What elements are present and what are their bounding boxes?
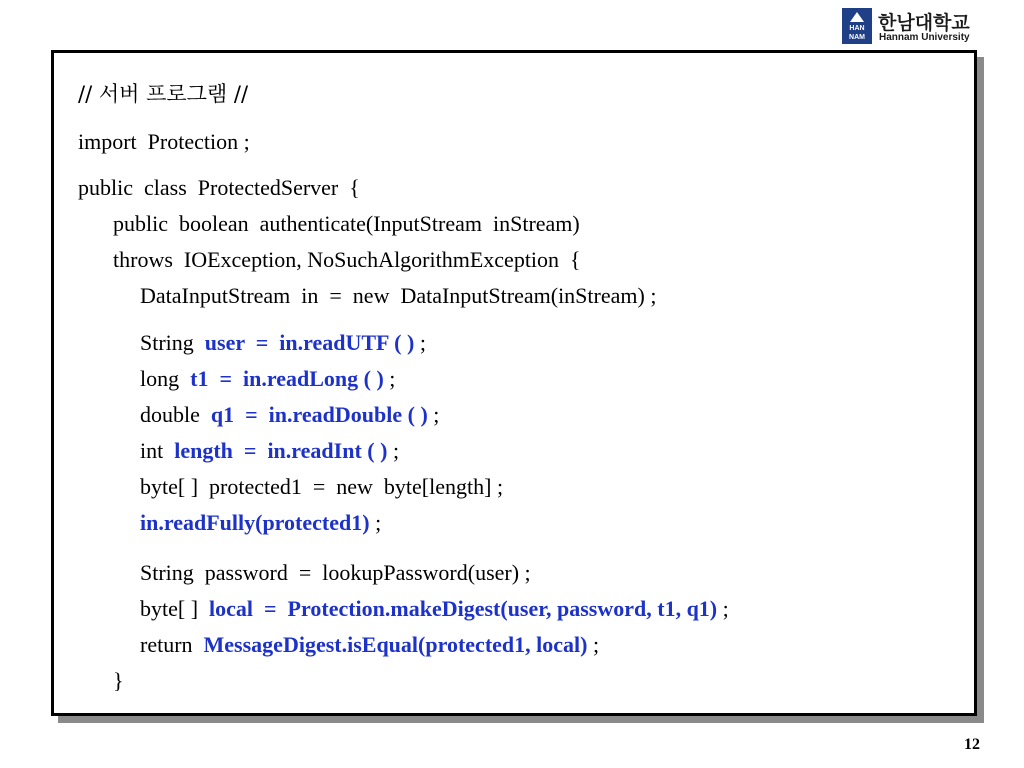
code-password-line: String password = lookupPassword(user) ; (140, 560, 531, 585)
code-length-line: int length = in.readInt ( ) ; (140, 438, 400, 463)
code-local-line: byte[ ] local = Protection.makeDigest(user, password, t1, q1) ; (140, 596, 729, 621)
code-comment: // 서버 프로그램 // (78, 82, 249, 106)
logo-name-korean: 한남대학교 (878, 12, 970, 34)
code-highlight: q1 = in.readDouble ( ) (210, 402, 428, 427)
code-method-decl: public boolean authenticate(InputStream inStream) (113, 211, 580, 236)
logo-emblem-text: HAN NAM (849, 25, 865, 41)
code-stream-line: DataInputStream in = new DataInputStream(inStream) ; (140, 283, 657, 308)
code-return-line: return MessageDigest.isEqual(protected1, local) ; (140, 632, 600, 657)
logo-emblem-icon (842, 8, 872, 44)
code-q1-line: double q1 = in.readDouble ( ) ; (140, 402, 440, 427)
code-highlight: in.readFully(protected1) (140, 510, 370, 535)
code-import-line: import Protection ; (78, 129, 250, 154)
logo-name-english: Hannam University (879, 32, 970, 43)
code-highlight: MessageDigest.isEqual(protected1, local) (203, 632, 588, 657)
code-highlight: length = in.readInt ( ) (174, 438, 388, 463)
code-user-line: String user = in.readUTF ( ) ; (140, 330, 426, 355)
university-logo (842, 8, 982, 44)
code-box (51, 50, 977, 716)
code-readfully-line: in.readFully(protected1) ; (140, 510, 382, 535)
code-byte-line: byte[ ] protected1 = new byte[length] ; (140, 474, 504, 499)
code-highlight: t1 = in.readLong ( ) (190, 366, 384, 391)
code-class-decl: public class ProtectedServer { (78, 175, 360, 200)
page-number: 12 (964, 736, 980, 753)
code-highlight: local = Protection.makeDigest(user, password, t1, q1) (209, 596, 718, 621)
code-highlight: user = in.readUTF ( ) (204, 330, 415, 355)
code-t1-line: long t1 = in.readLong ( ) ; (140, 366, 396, 391)
code-close-brace: } (113, 668, 124, 693)
code-throws-decl: throws IOException, NoSuchAlgorithmException { (113, 247, 581, 272)
